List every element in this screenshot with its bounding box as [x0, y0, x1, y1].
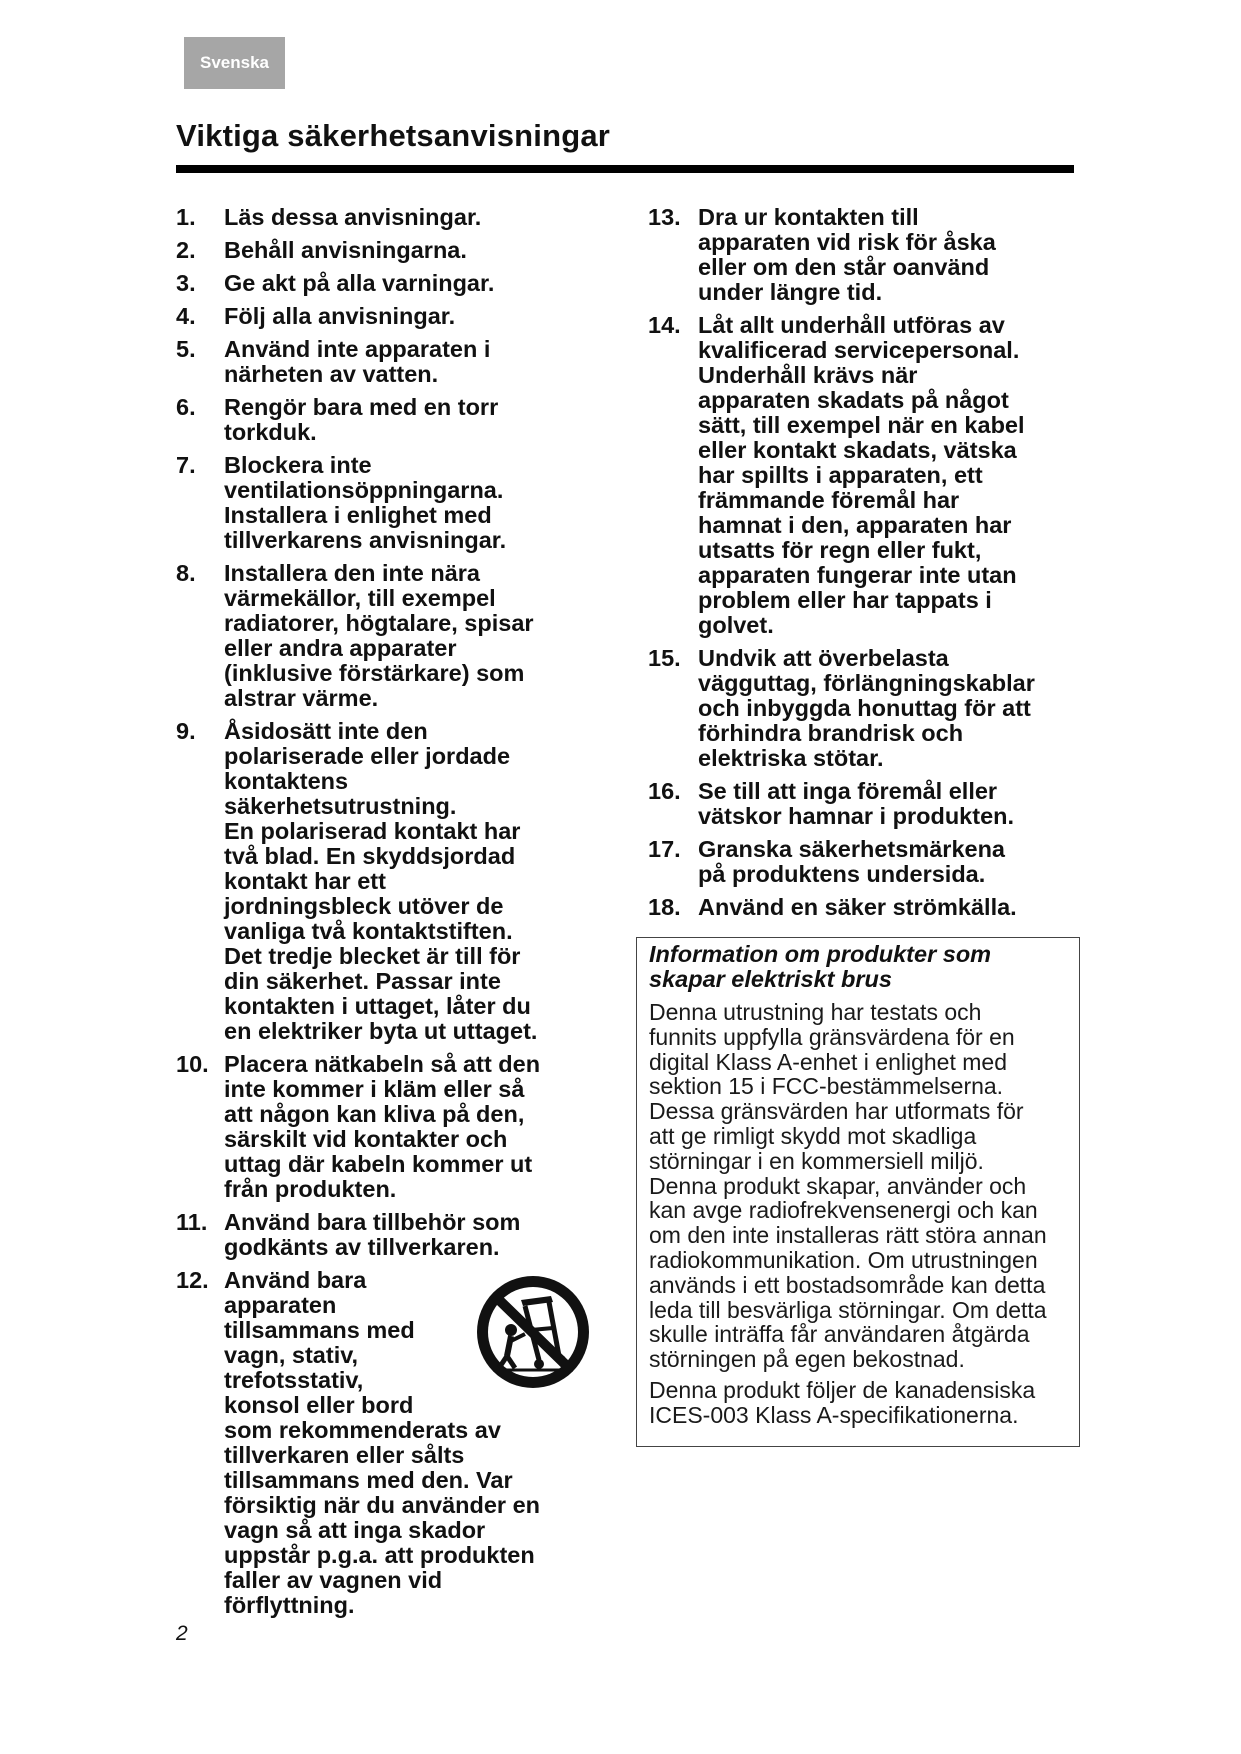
- item-text: Ge akt på alla varningar.: [224, 270, 495, 296]
- safety-item: [176, 205, 596, 230]
- notice-paragraph: Denna produkt följer de kanadensiska ICES-003 Klass A-specifikationerna.: [649, 1376, 1036, 1428]
- item-text: Använd bara apparaten tillsammans med vagn, stativ, trefotsstativ, konsol eller bord som rekommenderats av tillverkaren eller sålts tillsammans med den. Var försiktig när du använder en vagn så att inga skador uppstår p.g.a. att produkten faller av vagnen vid förflyttning.: [224, 1267, 541, 1618]
- safety-item: [648, 779, 1080, 829]
- item-text: Använd en säker strömkälla.: [698, 894, 1017, 920]
- item-number: 13.: [648, 204, 681, 230]
- safety-item: [176, 453, 596, 553]
- item-text: Placera nätkabeln så att den inte kommer i kläm eller så att någon kan kliva på den, särskilt vid kontakter och uttag där kabeln kommer ut från produkten.: [224, 1051, 541, 1202]
- item-text: Installera den inte nära värmekällor, till exempel radiatorer, högtalare, spisar eller andra apparater (inklusive förstärkare) som alstrar värme.: [224, 560, 534, 711]
- safety-item: [176, 395, 596, 445]
- item-number: 14.: [648, 312, 681, 338]
- item-text: Låt allt underhåll utföras av kvalificerad servicepersonal. Underhåll krävs när apparaten skadats på något sätt, till exempel när en kabel eller kontakt skadats, vätska har spillts i apparaten, ett främmande föremål har hamnat i den, apparaten har utsatts för regn eller fukt, apparaten fungerar inte utan problem eller har tappats i golvet.: [698, 312, 1025, 638]
- title-rule: [176, 165, 1074, 173]
- safety-item: [176, 304, 596, 329]
- item-text: Undvik att överbelasta vägguttag, förlängningskablar och inbyggda honuttag för att förhindra brandrisk och elektriska stötar.: [698, 645, 1035, 771]
- language-tab: Svenska: [184, 37, 285, 89]
- item-number: 8.: [176, 560, 196, 586]
- item-text: Blockera inte ventilationsöppningarna. Installera i enlighet med tillverkarens anvisningar.: [224, 452, 507, 553]
- safety-item: [648, 895, 1080, 920]
- left-column: [176, 205, 596, 1626]
- item-number: 15.: [648, 645, 681, 671]
- item-number: 1.: [176, 204, 196, 230]
- item-number: 11.: [176, 1209, 208, 1235]
- item-number: 6.: [176, 394, 196, 420]
- safety-item: [176, 1210, 596, 1260]
- safety-item: [648, 837, 1080, 887]
- item-text: Läs dessa anvisningar.: [224, 204, 482, 230]
- safety-item: [176, 719, 596, 1044]
- item-number: 5.: [176, 336, 196, 362]
- item-text: Använd bara tillbehör som godkänts av tillverkaren.: [224, 1209, 521, 1260]
- item-number: 2.: [176, 237, 196, 263]
- item-number: 17.: [648, 836, 681, 862]
- safety-item: [648, 205, 1080, 305]
- safety-item: [176, 271, 596, 296]
- item-text: Åsidosätt inte den polariserade eller jordade kontaktens säkerhetsutrustning. En polariserad kontakt har två blad. En skyddsjordad kontakt har ett jordningsbleck utöver de vanliga två kontaktstiften. Det tredje blecket är till för din säkerhet. Passar inte kontakten i uttaget, låter du en elektriker byta ut uttaget.: [224, 718, 538, 1044]
- safety-item: [176, 1268, 596, 1618]
- cart-tip-over-warning-icon: [473, 1272, 593, 1392]
- item-text: Behåll anvisningarna.: [224, 237, 467, 263]
- item-number: 7.: [176, 452, 196, 478]
- page-title: Viktiga säkerhetsanvisningar: [176, 118, 611, 153]
- safety-item: [176, 337, 596, 387]
- safety-item: [176, 561, 596, 711]
- item-number: 10.: [176, 1051, 209, 1077]
- item-text: Se till att inga föremål eller vätskor hamnar i produkten.: [698, 778, 1015, 829]
- safety-list-right: [648, 205, 1080, 920]
- item-number: 9.: [176, 718, 196, 744]
- safety-item: [176, 1052, 596, 1202]
- item-text: Använd inte apparaten i närheten av vatten.: [224, 336, 491, 387]
- safety-list-left: [176, 205, 596, 1618]
- item-number: 12.: [176, 1267, 209, 1293]
- item-text: Rengör bara med en torr torkduk.: [224, 394, 499, 445]
- right-column: [648, 205, 1080, 928]
- item-number: 18.: [648, 894, 681, 920]
- item-number: 3.: [176, 270, 196, 296]
- item-number: 16.: [648, 778, 681, 804]
- page-number: 2: [176, 1622, 188, 1645]
- safety-item: [176, 238, 596, 263]
- item-number: 4.: [176, 303, 196, 329]
- safety-item: [648, 646, 1080, 771]
- item-text: Dra ur kontakten till apparaten vid risk för åska eller om den står oanvänd under längre tid.: [698, 204, 996, 305]
- item-text: Följ alla anvisningar.: [224, 303, 456, 329]
- notice-paragraph: Denna utrustning har testats och funnits uppfylla gränsvärdena för en digital Klass A-enhet i enlighet med sektion 15 i FCC-bestämmelserna. Dessa gränsvärden har utformats för att ge rimligt skydd mot skadliga störningar i en kommersiell miljö. Denna produkt skapar, använder och kan avge radiofrekvensenergi och kan om den inte installeras rätt störa annan radiokommunikation. Om utrustningen används i ett bostadsområde kan detta leda till besvärliga störningar. Om detta skulle inträffa får användaren åtgärda störningen på egen bekostnad.: [649, 999, 1047, 1373]
- item-text: Granska säkerhetsmärkena på produktens undersida.: [698, 836, 1006, 887]
- interference-notice-box: [636, 937, 1080, 1447]
- safety-item: [648, 313, 1080, 638]
- notice-title: Information om produkter som skapar elektriskt brus: [649, 941, 992, 992]
